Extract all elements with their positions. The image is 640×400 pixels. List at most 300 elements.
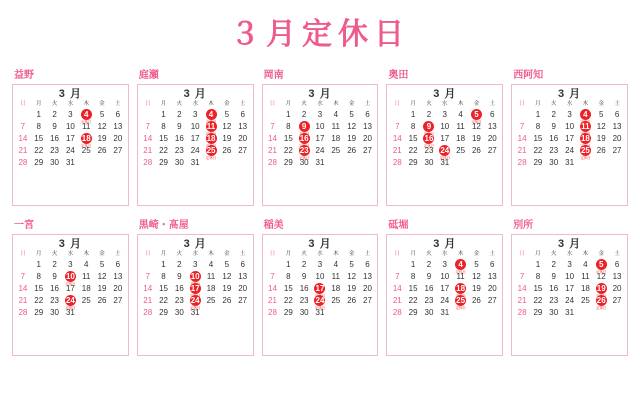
calendar-day <box>344 109 360 121</box>
calendar-day <box>469 133 485 145</box>
calendar-week-row <box>15 109 126 121</box>
calendar-day <box>593 121 609 133</box>
calendar-day <box>235 283 251 295</box>
day-number: 7 <box>395 121 400 131</box>
calendar-day <box>546 157 562 169</box>
day-number: 25 <box>331 295 341 305</box>
day-number: 13 <box>113 271 123 281</box>
calendar-day <box>578 271 594 283</box>
day-number: 31 <box>565 157 575 167</box>
day-number: 6 <box>240 259 245 269</box>
day-number: 29 <box>533 157 543 167</box>
day-number: 11 <box>581 271 590 281</box>
calendar-day-holiday <box>312 283 328 295</box>
calendar-day <box>546 271 562 283</box>
day-number: 17 <box>190 283 200 293</box>
calendar-day <box>78 259 94 271</box>
calendar-day <box>469 259 485 271</box>
day-number: 7 <box>270 121 275 131</box>
day-number: 28 <box>143 307 153 317</box>
day-number: 9 <box>177 121 182 131</box>
day-number: 27 <box>363 145 372 155</box>
calendar-week-row <box>514 307 625 319</box>
calendar-day <box>562 259 578 271</box>
day-number: 30 <box>299 307 309 317</box>
day-number: 31 <box>315 307 325 317</box>
calendar-day-holiday <box>296 145 312 157</box>
calendar-week-row <box>15 295 126 307</box>
weekday-header: 土 <box>489 101 496 108</box>
calendar-day <box>312 145 328 157</box>
day-number: 16 <box>299 283 309 293</box>
calendar-day <box>171 295 187 307</box>
day-number: 17 <box>190 133 200 143</box>
day-number: 9 <box>177 271 182 281</box>
day-number: 13 <box>363 121 372 131</box>
calendar-day <box>110 295 126 307</box>
day-number: 24 <box>315 145 325 155</box>
calendar-week-row <box>15 121 126 133</box>
day-number: 12 <box>596 271 606 281</box>
calendar-table <box>265 102 376 169</box>
day-number: 16 <box>50 133 60 143</box>
calendar-day <box>514 283 530 295</box>
calendar-day <box>530 145 546 157</box>
store-name: 砥堀 <box>388 220 409 231</box>
day-number: 12 <box>222 271 232 281</box>
day-number: 8 <box>410 271 416 281</box>
calendar-day <box>578 295 594 307</box>
calendar-day <box>514 133 530 145</box>
calendar-day <box>140 295 156 307</box>
calendar-day <box>280 145 296 157</box>
day-number: 18 <box>81 283 91 293</box>
day-number: 20 <box>612 283 622 293</box>
calendar-week-row <box>389 283 500 295</box>
weekday-header: 水 <box>317 251 323 258</box>
calendar-day <box>78 283 94 295</box>
day-number: 12 <box>222 121 232 131</box>
weekday-header: 火 <box>176 101 183 108</box>
day-number: 25 <box>456 295 466 305</box>
day-number: 6 <box>490 259 495 269</box>
day-number: 21 <box>18 145 28 155</box>
calendar-day <box>62 133 78 145</box>
day-number: 22 <box>283 295 293 305</box>
day-number: 3 <box>442 259 447 269</box>
calendar-day <box>78 295 94 307</box>
calendar-day <box>140 307 156 319</box>
calendar-day <box>280 133 296 145</box>
calendar-day <box>469 295 485 307</box>
calendar-day <box>360 145 376 157</box>
calendar-day <box>437 157 453 169</box>
calendar-month-label: 3 月 <box>308 88 332 100</box>
calendar-day <box>484 259 500 271</box>
weekday-header: 月 <box>535 251 541 258</box>
calendar-month-label: 3 月 <box>308 238 332 250</box>
day-number: 20 <box>363 133 372 143</box>
calendar-day <box>235 145 251 157</box>
calendar-day <box>31 307 47 319</box>
weekday-header: 金 <box>473 251 480 258</box>
day-number: 16 <box>549 133 559 143</box>
day-number: 8 <box>286 271 291 281</box>
calendar-day-holiday <box>62 295 78 307</box>
calendar-day <box>484 109 500 121</box>
weekday-header: 木 <box>83 101 89 108</box>
day-number: 28 <box>18 157 28 167</box>
calendar-day <box>484 145 500 157</box>
day-number: 23 <box>424 295 434 305</box>
calendar-day <box>280 109 296 121</box>
calendar-day <box>235 133 251 145</box>
weekday-header: 金 <box>598 101 604 108</box>
day-number: 1 <box>161 109 166 119</box>
weekday-header: 月 <box>285 251 292 258</box>
day-number: 7 <box>519 271 525 281</box>
day-number: 14 <box>268 283 277 293</box>
calendar-day-holiday <box>203 109 219 121</box>
calendar-table <box>140 102 251 169</box>
calendar-week-row <box>389 271 500 283</box>
day-number: 19 <box>347 283 357 293</box>
calendar-day <box>530 283 546 295</box>
calendar-week-row <box>514 259 625 271</box>
day-number: 2 <box>52 109 57 119</box>
day-number: 30 <box>50 307 60 317</box>
weekday-header: 火 <box>301 251 307 258</box>
day-number: 22 <box>408 145 418 155</box>
day-number: 19 <box>471 283 481 293</box>
day-number: 17 <box>440 133 450 143</box>
weekday-header: 土 <box>614 251 620 258</box>
weekday-header: 土 <box>115 251 121 258</box>
day-number: 2 <box>551 259 556 269</box>
day-number: 28 <box>18 307 28 317</box>
day-number: 26 <box>222 295 232 305</box>
calendar-week-row <box>265 157 376 169</box>
day-number: 5 <box>471 109 482 120</box>
day-number: 28 <box>268 157 277 167</box>
calendar-day <box>296 283 312 295</box>
day-number: 6 <box>614 109 620 119</box>
calendar-day <box>312 307 328 319</box>
weekday-header: 土 <box>115 101 121 108</box>
calendar-day <box>421 157 437 169</box>
day-number: 24 <box>440 295 450 305</box>
calendar-day <box>514 121 530 133</box>
day-number: 19 <box>222 133 232 143</box>
calendar-card <box>133 216 258 356</box>
calendar-day <box>203 283 219 295</box>
day-number: 16 <box>549 283 559 293</box>
calendar-day <box>405 271 421 283</box>
day-number: 24 <box>565 145 575 155</box>
calendar-day <box>47 295 63 307</box>
day-number: 7 <box>20 121 26 131</box>
calendar-body <box>12 84 129 206</box>
day-number: 8 <box>36 121 41 131</box>
calendar-week-row <box>140 295 251 307</box>
day-number: 3 <box>442 109 447 119</box>
calendar-day <box>31 121 47 133</box>
calendar-day <box>562 157 578 169</box>
calendar-day <box>344 283 360 295</box>
day-number: 30 <box>50 157 60 167</box>
calendar-week-row <box>389 259 500 271</box>
calendar-day <box>405 121 421 133</box>
calendar-day <box>421 145 437 157</box>
calendar-day <box>312 109 328 121</box>
calendar-day <box>296 109 312 121</box>
calendar-body <box>511 234 628 356</box>
day-number: 11 <box>456 271 465 281</box>
calendar-day <box>219 145 235 157</box>
day-number: 16 <box>174 133 184 143</box>
calendar-week-row <box>514 271 625 283</box>
day-number: 12 <box>97 271 107 281</box>
weekday-header: 金 <box>348 251 355 258</box>
calendar-day <box>94 283 110 295</box>
day-number: 29 <box>408 157 418 167</box>
day-number: 14 <box>143 133 153 143</box>
day-number: 26 <box>596 145 606 155</box>
calendar-day <box>421 307 437 319</box>
calendar-day <box>280 271 296 283</box>
day-number: 15 <box>533 283 543 293</box>
calendar-day <box>171 271 187 283</box>
calendar-day <box>593 271 609 283</box>
day-number: 7 <box>145 271 150 281</box>
calendar-day <box>546 145 562 157</box>
calendar-day <box>312 133 328 145</box>
calendar-day <box>47 133 63 145</box>
calendar-day <box>171 259 187 271</box>
calendar-day <box>609 283 625 295</box>
calendar-day <box>328 271 344 283</box>
day-number: 24 <box>315 295 325 305</box>
weekday-header: 木 <box>333 101 339 108</box>
day-number: 30 <box>424 157 434 167</box>
calendar-week-row <box>265 307 376 319</box>
day-number: 5 <box>349 109 354 119</box>
calendar-day <box>156 271 172 283</box>
calendar-week-row <box>140 307 251 319</box>
day-number: 12 <box>347 271 357 281</box>
calendar-week-row <box>140 259 251 271</box>
calendar-day <box>110 259 126 271</box>
calendar-day <box>469 283 485 295</box>
calendar-day-holiday <box>203 133 219 145</box>
day-number: 12 <box>97 121 107 131</box>
calendar-day <box>437 109 453 121</box>
calendar-day <box>94 295 110 307</box>
day-number: 21 <box>268 145 277 155</box>
day-number: 18 <box>331 133 341 143</box>
day-number: 28 <box>517 307 527 317</box>
calendar-week-row <box>140 133 251 145</box>
day-number: 6 <box>240 109 245 119</box>
day-number: 4 <box>333 259 339 269</box>
day-number: 6 <box>115 259 121 269</box>
calendar-day <box>156 121 172 133</box>
calendar-day <box>609 295 625 307</box>
calendar-day <box>546 295 562 307</box>
day-number: 27 <box>612 145 622 155</box>
day-number: 13 <box>612 121 622 131</box>
calendar-month-label: 3 月 <box>433 238 457 250</box>
calendar-table <box>389 252 500 319</box>
calendar-day <box>235 259 251 271</box>
calendar-day-holiday <box>203 121 219 133</box>
day-number: 9 <box>52 271 57 281</box>
calendar-card <box>382 216 507 356</box>
day-number: 4 <box>81 109 92 120</box>
calendar-day-holiday <box>421 133 437 145</box>
calendar-week-row <box>15 283 126 295</box>
day-number: 10 <box>440 271 450 281</box>
weekday-header: 月 <box>160 101 167 108</box>
calendar-day <box>171 109 187 121</box>
weekday-header: 木 <box>208 101 214 108</box>
calendar-week-row <box>140 109 251 121</box>
store-name: 一宮 <box>14 220 34 231</box>
calendar-day <box>94 121 110 133</box>
day-number: 19 <box>97 133 107 143</box>
day-number: 26 <box>596 295 606 305</box>
calendar-day <box>609 271 625 283</box>
day-number: 24 <box>65 295 75 305</box>
day-number: 31 <box>440 307 450 317</box>
calendar-day <box>219 133 235 145</box>
calendar-month-label: 3 月 <box>557 238 582 250</box>
day-number: 11 <box>581 121 590 131</box>
calendar-day <box>47 109 63 121</box>
day-number: 26 <box>347 145 357 155</box>
calendar-day <box>187 121 203 133</box>
day-number: 13 <box>238 271 248 281</box>
calendar-day <box>514 271 530 283</box>
day-number: 29 <box>34 307 44 317</box>
day-number: 26 <box>222 145 232 155</box>
calendar-day <box>94 145 110 157</box>
day-number: 27 <box>612 295 622 305</box>
calendar-day <box>219 295 235 307</box>
calendar-day <box>62 157 78 169</box>
calendar-week-row <box>389 157 500 169</box>
weekday-header: 木 <box>208 251 214 258</box>
day-number: 4 <box>206 109 217 120</box>
calendar-week-row <box>389 295 500 307</box>
calendar-day <box>296 259 312 271</box>
calendar-day <box>187 145 203 157</box>
weekday-header: 土 <box>364 101 371 108</box>
day-number: 2 <box>551 109 556 119</box>
calendar-day <box>265 283 281 295</box>
day-number: 23 <box>174 295 184 305</box>
store-name: 庭瀬 <box>138 70 159 81</box>
day-number: 17 <box>565 283 575 293</box>
weekday-header: 火 <box>426 101 432 108</box>
calendar-day <box>609 145 625 157</box>
calendar-day <box>110 133 126 145</box>
calendar-day <box>156 109 172 121</box>
calendar-day <box>609 109 625 121</box>
calendar-day <box>171 283 187 295</box>
calendar-table <box>15 102 126 169</box>
weekday-header: 木 <box>83 251 89 258</box>
weekday-header: 月 <box>410 251 416 258</box>
day-number: 18 <box>580 133 590 143</box>
weekday-header: 水 <box>192 101 198 108</box>
weekday-header: 木 <box>582 251 589 258</box>
calendar-table <box>514 102 625 169</box>
day-number: 10 <box>315 271 325 281</box>
calendar-day <box>469 145 485 157</box>
calendar-day <box>421 109 437 121</box>
day-number: 3 <box>567 109 572 119</box>
calendar-day <box>62 121 78 133</box>
weekday-header: 土 <box>364 251 371 258</box>
weekday-header: 日 <box>20 101 26 108</box>
calendar-day <box>140 271 156 283</box>
calendar-card <box>133 66 258 206</box>
calendar-day-holiday <box>187 295 203 307</box>
calendar-day <box>219 121 235 133</box>
day-number: 3 <box>317 259 323 269</box>
calendar-day <box>94 271 110 283</box>
day-number: 3 <box>317 109 323 119</box>
day-number: 19 <box>471 133 481 143</box>
day-number: 6 <box>490 109 495 119</box>
calendar-week-row <box>514 109 625 121</box>
calendar-day <box>609 121 625 133</box>
calendar-day <box>344 145 360 157</box>
weekday-header: 火 <box>426 251 432 258</box>
day-number: 11 <box>82 121 91 131</box>
day-number: 1 <box>286 109 291 119</box>
calendar-day <box>156 283 172 295</box>
calendar-day <box>405 283 421 295</box>
day-number: 25 <box>81 295 91 305</box>
calendar-day <box>203 259 219 271</box>
day-number: 21 <box>517 295 527 305</box>
day-number: 22 <box>34 145 44 155</box>
weekday-header: 火 <box>51 251 58 258</box>
day-number: 31 <box>190 157 200 167</box>
day-number: 2 <box>301 109 307 119</box>
day-number: 16 <box>174 283 184 293</box>
day-number: 9 <box>52 121 57 131</box>
day-number: 21 <box>143 145 153 155</box>
day-number: 17 <box>315 283 325 293</box>
weekday-header: 火 <box>551 101 557 108</box>
calendar-week-row <box>15 157 126 169</box>
day-number: 22 <box>34 295 44 305</box>
calendar-day <box>280 295 296 307</box>
weekday-header: 日 <box>519 101 525 108</box>
day-number: 3 <box>68 259 73 269</box>
calendar-day <box>484 133 500 145</box>
calendar-day <box>578 259 594 271</box>
day-number: 28 <box>143 157 153 167</box>
calendar-day <box>530 157 546 169</box>
day-number: 6 <box>115 109 121 119</box>
calendar-table <box>15 252 126 319</box>
day-number: 22 <box>159 295 168 305</box>
calendar-day <box>437 307 453 319</box>
